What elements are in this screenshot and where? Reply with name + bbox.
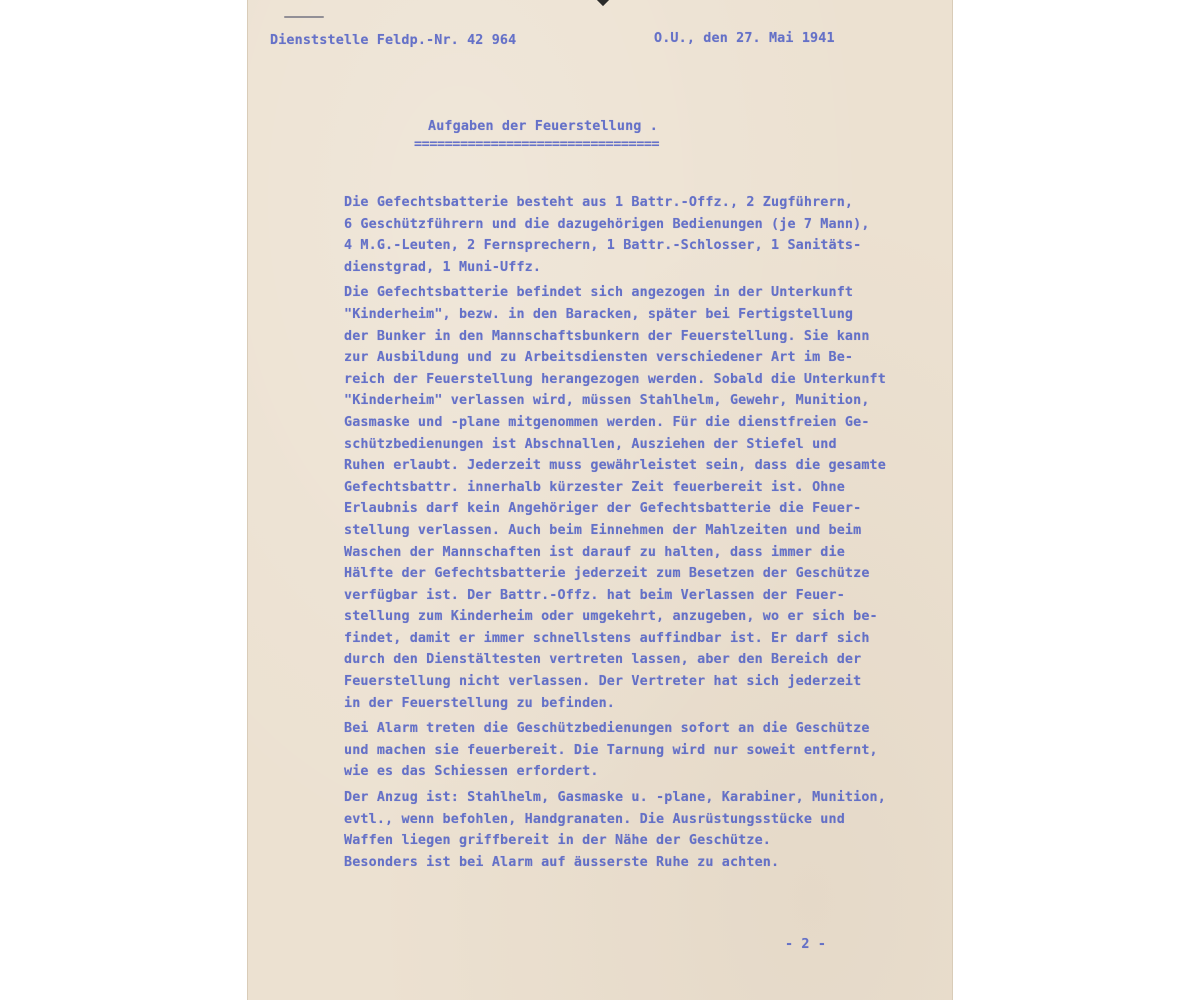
text-line: "Kinderheim", bezw. in den Baracken, später bei Fertigstellung xyxy=(344,306,854,322)
text-line: evtl., wenn befohlen, Handgranaten. Die Ausrüstungsstücke und xyxy=(344,811,845,827)
title-underline: ================================ xyxy=(414,137,660,152)
text-line: Hälfte der Gefechtsbatterie jederzeit zum Besetzen der Geschütze xyxy=(344,566,870,582)
text-line: durch den Dienstältesten vertreten lassen, aber den Bereich der xyxy=(344,652,862,668)
text-line: Die Gefechtsbatterie befindet sich angezogen in der Unterkunft xyxy=(344,285,854,301)
text-line: schützbedienungen ist Abschnallen, Ausziehen der Stiefel und xyxy=(344,436,837,452)
text-line: stellung zum Kinderheim oder umgekehrt, anzugeben, wo er sich be- xyxy=(344,609,878,625)
text-line: Bei Alarm treten die Geschützbedienungen sofort an die Geschütze xyxy=(344,721,870,737)
text-line: und machen sie feuerbereit. Die Tarnung wird nur soweit entfernt, xyxy=(344,742,878,758)
text-line: in der Feuerstellung zu befinden. xyxy=(344,695,615,711)
text-line: Der Anzug ist: Stahlhelm, Gasmaske u. -plane, Karabiner, Munition, xyxy=(344,790,886,806)
text-line: findet, damit er immer schnellstens auffindbar ist. Er darf sich xyxy=(344,630,870,646)
text-line: "Kinderheim" verlassen wird, müssen Stahlhelm, Gewehr, Munition, xyxy=(344,393,870,409)
text-line: der Bunker in den Mannschaftsbunkern der Feuerstellung. Sie kann xyxy=(344,328,870,344)
text-line: Besonders ist bei Alarm auf äusserste Ruhe zu achten. xyxy=(344,854,780,870)
paragraph-composition xyxy=(344,192,944,278)
paragraph-duties xyxy=(344,282,944,714)
page-number: - 2 - xyxy=(785,937,827,952)
place-date: O.U., den 27. Mai 1941 xyxy=(654,31,835,46)
text-line: Waffen liegen griffbereit in der Nähe der Geschütze. xyxy=(344,833,772,849)
paper-punch-mark xyxy=(596,0,610,6)
office-designation: Dienststelle Feldp.-Nr. 42 964 xyxy=(270,33,517,48)
document-page xyxy=(248,0,952,1000)
text-line: Feuerstellung nicht verlassen. Der Vertreter hat sich jederzeit xyxy=(344,674,862,690)
text-line: Erlaubnis darf kein Angehöriger der Gefechtsbatterie die Feuer- xyxy=(344,501,862,517)
text-line: Waschen der Mannschaften ist darauf zu halten, dass immer die xyxy=(344,544,845,560)
document-title: Aufgaben der Feuerstellung . xyxy=(428,119,658,134)
text-line: 6 Geschützführern und die dazugehörigen Bedienungen (je 7 Mann), xyxy=(344,216,870,232)
text-line: Die Gefechtsbatterie besteht aus 1 Battr.-Offz., 2 Zugführern, xyxy=(344,195,854,210)
text-line: stellung verlassen. Auch beim Einnehmen der Mahlzeiten und beim xyxy=(344,522,862,538)
text-line: wie es das Schiessen erfordert. xyxy=(344,764,599,780)
text-line: dienstgrad, 1 Muni-Uffz. xyxy=(344,259,542,275)
text-line: Gasmaske und -plane mitgenommen werden. Für die dienstfreien Ge- xyxy=(344,414,870,430)
text-line: zur Ausbildung und zu Arbeitsdiensten verschiedener Art im Be- xyxy=(344,350,854,366)
text-line: 4 M.G.-Leuten, 2 Fernsprechern, 1 Battr.-Schlosser, 1 Sanitäts- xyxy=(344,238,862,254)
text-line: reich der Feuerstellung herangezogen werden. Sobald die Unterkunft xyxy=(344,371,886,387)
pen-stroke-mark xyxy=(284,16,324,18)
text-line: verfügbar ist. Der Battr.-Offz. hat beim Verlassen der Feuer- xyxy=(344,587,845,603)
text-line: Gefechtsbattr. innerhalb kürzester Zeit feuerbereit ist. Ohne xyxy=(344,479,845,495)
body-text xyxy=(344,192,944,877)
paragraph-alarm xyxy=(344,718,944,783)
paragraph-uniform xyxy=(344,787,944,873)
text-line: Ruhen erlaubt. Jederzeit muss gewährleistet sein, dass die gesamte xyxy=(344,458,886,474)
